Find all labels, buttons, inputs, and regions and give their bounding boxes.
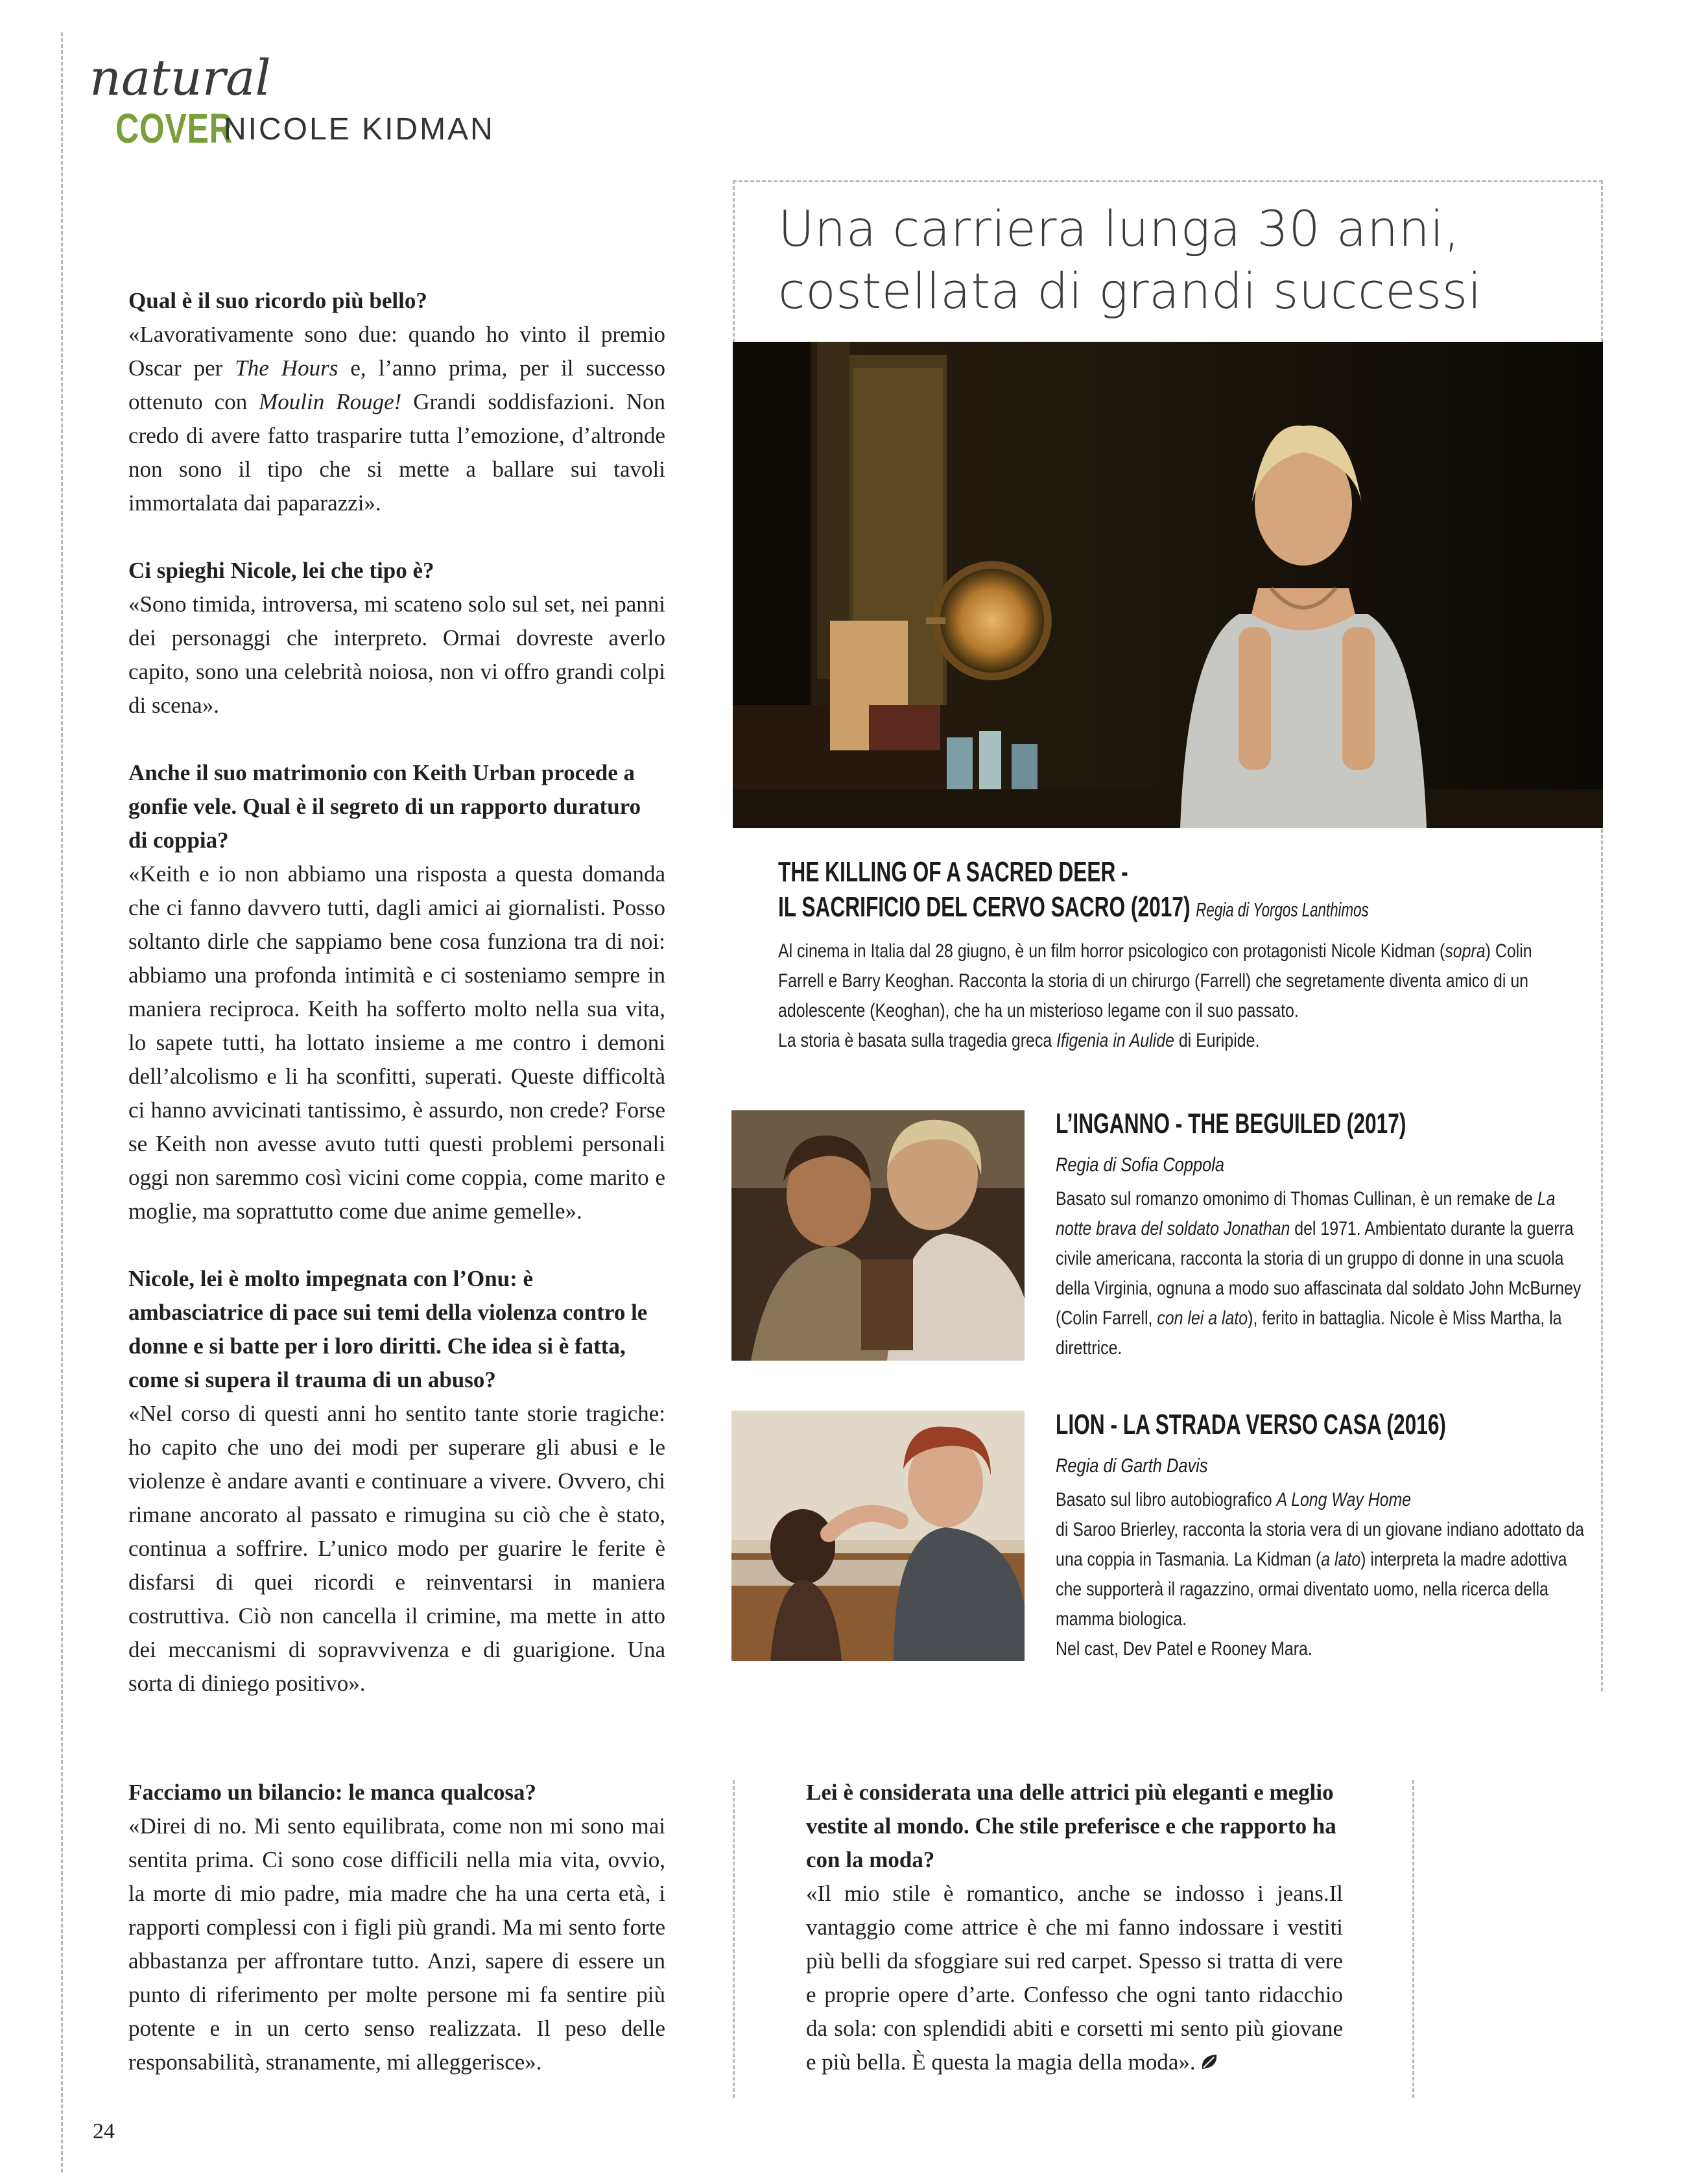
film-1-director: Regia di Yorgos Lanthimos [1196, 898, 1369, 921]
page-number: 24 [93, 2119, 115, 2143]
left-column [128, 284, 665, 1700]
film-3-director: Regia di Garth Davis [1056, 1454, 1208, 1477]
film-1-title-line-2: IL SACRIFICIO DEL CERVO SACRO (2017) Regia di Yorgos Lanthimos [778, 891, 1369, 923]
question-6: Lei è considerata una delle attrici più eleganti e meglio vestite al mondo. Che stile preferisce e che rapporto ha con la moda? [806, 1780, 1336, 1872]
right-column-right-rule [1412, 1780, 1414, 2098]
question-2: Ci spieghi Nicole, lei che tipo è? [128, 558, 434, 583]
sacred-deer-photo [733, 342, 1603, 828]
answer-4: «Nel corso di questi anni ho sentito tante storie tragiche: ho capito che uno dei modi per superare gli abusi e le violenze è andare avanti e continuare a vivere. Ovvero, chi rimane ancorato al passato e rimugina su ciò che è stato, continua a soffrire. L’unico modo per guarire le ferite è disfarsi di quei ricordi e reinventarsi in maniera costruttiva. Ciò non cancella il crimine, ma mette in atto dei meccanismi di sopravvivenza e di guarigione. Una sorta di diniego positivo». [128, 1401, 665, 1696]
film-3-description: Basato sul libro autobiografico A Long Way Home di Saroo Brierley, racconta la storia vera di un giovane indiano adottato da una coppia in Tasmania. La Kidman (a lato) interpreta la madre adottiva che supporterà il ragazzino, ormai diventato uomo, nella ricerca della mamma biologica. Nel cast, Dev Patel e Rooney Mara. [1056, 1489, 1584, 1660]
film-2-description: Basato sul romanzo omonimo di Thomas Cullinan, è un remake de La notte brava del soldato Jonathan del 1971. Ambientato durante la guerra civile americana, racconta la storia di un gruppo di donne in una scuola della Virginia, ognuna a modo suo affascinata dal soldato John McBurney (Colin Farrell, con lei a lato), ferito in battaglia. Nicole è Miss Martha, la direttrice. [1056, 1188, 1582, 1359]
section-label: natural [89, 49, 271, 106]
sidebar-title [778, 198, 1595, 322]
right-column [806, 1776, 1343, 2081]
answer-2: «Sono timida, introversa, mi scateno solo sul set, nei panni dei personaggi che interpreto. Ormai dovreste averlo capito, sono una celebrità noiosa, non vi offro grandi colpi di scena». [128, 591, 665, 718]
leaf-icon [1200, 2047, 1219, 2081]
sidebar-title-line-1: Una carriera lunga 30 anni, [778, 200, 1460, 257]
cover-label: COVER [115, 105, 233, 152]
left-column-bottom [128, 1776, 665, 2079]
sidebar-left-rule-top [733, 180, 735, 342]
beguiled-photo [731, 1110, 1025, 1361]
left-margin-rule [61, 32, 63, 2173]
film-1-title-line-1: THE KILLING OF A SACRED DEER - [778, 856, 1128, 888]
sidebar-top-rule [733, 180, 1603, 182]
question-3: Anche il suo matrimonio con Keith Urban procede a gonfie vele. Qual è il segreto di un rapporto duraturo di coppia? [128, 760, 641, 853]
film-1-title [778, 855, 1369, 927]
answer-5: «Direi di no. Mi sento equilibrata, come non mi sono mai sentita prima. Ci sono cose difficili nella mia vita, ovvio, la morte di mio padre, mia madre che ha una certa età, i rapporti complessi con i figli più grandi. Ma mi sento forte abbastanza per affrontare tutto. Anzi, sapere di essere un punto di riferimento per molte persone mi fa sentire più potente e in un certo senso realizzata. Il peso delle responsabilità, stranamente, mi alleggerisce». [128, 1813, 665, 2075]
question-1: Qual è il suo ricordo più bello? [128, 288, 427, 313]
film-2-director: Regia di Sofia Coppola [1056, 1153, 1225, 1176]
film-3-title: LION - LA STRADA VERSO CASA (2016) [1056, 1409, 1446, 1440]
film-1-description: Al cinema in Italia dal 28 giugno, è un film horror psicologico con protagonisti Nicole Kidman (sopra) Colin Farrell e Barry Keoghan. Racconta la storia di un chirurgo (Farrell) che segretamente diventa amico di un adolescente (Keoghan), che ha un misterioso legame con il suo passato. La storia è basata sulla tragedia greca Ifigenia in Aulide di Euripide. [778, 940, 1532, 1051]
sidebar-title-line-2: costellata di grandi successi [778, 262, 1482, 320]
right-column-left-rule [733, 1780, 735, 2098]
lion-photo [731, 1411, 1025, 1661]
cover-name: NICOLE KIDMAN [224, 112, 495, 147]
answer-3: «Keith e io non abbiamo una risposta a questa domanda che ci fanno davvero tutti, dagli amici ai giornalisti. Posso soltanto dirle che sappiamo bene cosa funziona tra di noi: abbiamo una profonda intimità e ci sosteniamo sempre in maniera reciproca. Keith ha sofferto molto nella sua vita, lo sapete tutti, ha lottato insieme a me contro i demoni dell’alcolismo e li ha sconfitti, superati. Queste difficoltà ci hanno avvicinati tantissimo, è assurdo, non crede? Forse se Keith non avesse avuto tutti questi problemi personali oggi non saremmo così vicini come coppia, come marito e moglie, ma soprattutto come due anime gemelle». [128, 861, 665, 1224]
question-4: Nicole, lei è molto impegnata con l’Onu: è ambasciatrice di pace sui temi della violenza contro le donne e si batte per i loro diritti. Che idea si è fatta, come si supera il trauma di un abuso? [128, 1266, 648, 1392]
question-5: Facciamo un bilancio: le manca qualcosa? [128, 1780, 537, 1805]
film-2-title: L’INGANNO - THE BEGUILED (2017) [1056, 1108, 1406, 1139]
answer-1: «Lavorativamente sono due: quando ho vinto il premio Oscar per The Hours e, l’anno prima, per il successo ottenuto con Moulin Rouge! Grandi soddisfazioni. Non credo di avere fatto trasparire tutta l’emozione, d’altronde non sono il tipo che si mette a ballare sui tavoli immortalata dai paparazzi». [128, 322, 665, 516]
answer-6: «Il mio stile è romantico, anche se indosso i jeans.Il vantaggio come attrice è che mi fanno indossare i vestiti più belli da sfoggiare sui red carpet. Spesso si tratta di vere e proprie opere d’arte. Confesso che ogni tanto ridacchio da sola: con splendidi abiti e corsetti mi sento più giovane e più bella. È questa la magia della moda». [806, 1877, 1343, 2081]
